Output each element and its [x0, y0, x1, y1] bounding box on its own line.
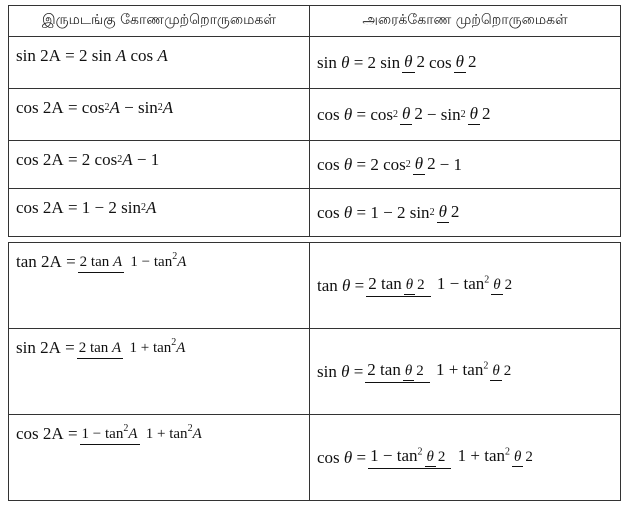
equals: = [65, 46, 75, 65]
coef: 2 [108, 198, 117, 217]
exponent: 2 [172, 251, 178, 262]
header-half-angle: அரைக்கோண முற்றொருமைகள் [310, 6, 621, 37]
one-minus: 1 − [370, 445, 393, 465]
one: 1 [81, 198, 91, 217]
identities-table-basic [8, 5, 621, 237]
func-tan: tan [463, 273, 485, 293]
func-sin: sin [16, 46, 36, 65]
arg-2a: 2A [42, 98, 64, 117]
exponent: 2 [483, 359, 489, 371]
var-theta: θ [343, 447, 353, 467]
arg-2a: 2A [41, 252, 62, 272]
table-row [9, 415, 621, 501]
exponent: 2 [417, 445, 423, 457]
var-a: A [128, 426, 138, 442]
minus: − [124, 98, 134, 117]
header-double-angle: இருமடங்கு கோணமுற்றொருமைகள் [9, 6, 310, 37]
var-theta: θ [343, 104, 353, 124]
var-a: A [192, 426, 202, 442]
var-a: A [112, 340, 122, 356]
func-cos: cos [383, 154, 406, 174]
identity-sin-double-tan [9, 329, 310, 415]
func-cos: cos [81, 98, 105, 117]
equals: = [67, 150, 78, 169]
table-row [9, 189, 621, 237]
fraction-tan-double [78, 252, 189, 273]
identity-sin-half [310, 37, 621, 89]
fraction-theta-half: θ 2 [490, 361, 513, 382]
func-cos: cos [16, 98, 39, 117]
fraction-theta-half: θ 2 [402, 104, 423, 124]
one-plus: 1 + [145, 426, 166, 442]
equals: = [353, 361, 364, 381]
fraction-theta-half: θ 2 [512, 447, 535, 468]
fraction-sin-double-tan [77, 338, 188, 359]
func-tan: tan [317, 275, 338, 295]
func-cos: cos [317, 154, 340, 174]
minus: − [94, 198, 105, 217]
func-cos: cos [16, 198, 39, 217]
arg-2a: 2A [40, 338, 61, 358]
table-row [9, 37, 621, 89]
identity-cos-half-2: cos θ = 2 cos 2 θ 2 − 1 [310, 141, 621, 189]
func-tan: tan [484, 445, 505, 465]
exponent: 2 [505, 445, 510, 457]
func-cos: cos [16, 424, 39, 444]
var-theta: θ [342, 275, 351, 295]
identity-cos-half-tan [310, 415, 621, 501]
func-tan: tan [462, 359, 484, 379]
func-cos: cos [94, 150, 118, 169]
one-plus: 1 + [435, 359, 459, 379]
func-sin: sin [91, 46, 112, 65]
two-tan: 2 tan [367, 359, 401, 379]
var-theta: θ [343, 154, 353, 174]
fraction-theta-half: θ 2 [455, 52, 477, 72]
var-a: A [115, 46, 127, 65]
equals: = [354, 275, 365, 295]
one: 1 [370, 202, 379, 222]
minus: − [426, 104, 437, 124]
one-minus: 1 − [436, 273, 460, 293]
equals: = [67, 98, 78, 117]
fraction-tan-half [366, 274, 518, 298]
identity-cos-half-3: cos θ = 1 − 2 sin 2 θ 2 [310, 189, 621, 237]
one-plus: 1 + [129, 340, 150, 356]
exponent: 2 [187, 423, 193, 434]
fraction-theta-half: θ 2 [425, 447, 448, 468]
equals: = [356, 202, 367, 222]
fraction-cos-double-tan [80, 424, 204, 445]
arg-2a: 2A [42, 424, 64, 444]
var-a: A [176, 340, 186, 356]
var-a: A [145, 198, 157, 217]
table-row [9, 141, 621, 189]
two-tan: 2 tan [368, 273, 402, 293]
minus: − [136, 150, 147, 169]
func-sin: sin [317, 361, 337, 381]
equals: = [353, 52, 364, 72]
table-row [9, 329, 621, 415]
identity-sin-double [9, 37, 310, 89]
equals: = [356, 104, 367, 124]
equals: = [356, 154, 367, 174]
coef: 2 [367, 52, 377, 72]
coef: 2 [396, 202, 406, 222]
exponent: 2 [123, 423, 129, 434]
var-a: A [112, 254, 123, 270]
coef: 2 [78, 46, 88, 65]
fraction-cos-half-tan [368, 446, 539, 470]
equals: = [356, 447, 367, 467]
equals: = [67, 198, 78, 217]
func-cos: cos [16, 150, 39, 169]
table-row [9, 89, 621, 141]
two-tan: 2 tan [79, 254, 110, 270]
table-header-row [9, 6, 621, 37]
var-theta: θ [341, 52, 350, 72]
var-a: A [177, 254, 187, 270]
func-cos: cos [317, 202, 340, 222]
exponent: 2 [484, 273, 490, 285]
fraction-theta-half: θ 2 [438, 202, 460, 222]
var-a: A [157, 46, 168, 65]
func-cos: cos [317, 447, 340, 467]
func-sin: sin [440, 104, 461, 124]
func-sin: sin [121, 198, 141, 217]
var-a: A [109, 98, 120, 117]
identity-tan-half [310, 243, 621, 329]
coef: 2 [370, 154, 379, 174]
equals: = [66, 252, 76, 272]
fraction-theta-half: θ 2 [404, 275, 427, 296]
identity-tan-double [9, 243, 310, 329]
func-tan: tan [169, 426, 188, 442]
minus: − [383, 202, 393, 222]
func-tan: tan [396, 445, 418, 465]
arg-2a: 2A [42, 150, 64, 169]
func-tan: tan [105, 426, 124, 442]
identity-cos-double-tan [9, 415, 310, 501]
identity-cos-double-2: cos 2A = 2 cos 2 A − 1 [9, 141, 310, 189]
one: 1 [453, 154, 462, 174]
func-cos: cos [429, 52, 452, 72]
func-cos: cos [370, 104, 394, 124]
func-tan: tan [16, 252, 37, 272]
fraction-theta-half: θ 2 [491, 275, 514, 296]
identities-table-tangent [8, 242, 621, 501]
equals: = [67, 424, 78, 444]
fraction-theta-half: θ 2 [403, 361, 426, 382]
arg-2a: 2A [42, 198, 64, 217]
func-tan: tan [153, 254, 173, 270]
func-sin: sin [137, 98, 158, 117]
fraction-sin-half-tan [365, 360, 517, 384]
func-sin: sin [409, 202, 430, 222]
func-sin: sin [317, 52, 337, 72]
identity-cos-double-1: cos 2A = cos 2 A − sin 2 A [9, 89, 310, 141]
two-tan: 2 tan [78, 340, 109, 356]
var-theta: θ [343, 202, 353, 222]
exponent: 2 [171, 337, 177, 348]
identity-sin-half-tan [310, 329, 621, 415]
identity-cos-double-3: cos 2A = 1 − 2 sin 2 A [9, 189, 310, 237]
var-theta: θ [341, 361, 350, 381]
func-sin: sin [16, 338, 36, 358]
one-minus: 1 − [130, 254, 151, 270]
arg-2a: 2A [40, 46, 61, 65]
fraction-theta-half: θ 2 [469, 104, 491, 124]
func-tan: tan [152, 340, 172, 356]
coef: 2 [81, 150, 91, 169]
identity-cos-half-1: cos θ = cos 2 θ 2 − sin 2 θ 2 [310, 89, 621, 141]
func-sin: sin [380, 52, 401, 72]
one: 1 [150, 150, 160, 169]
var-a: A [162, 98, 174, 117]
table-row [9, 243, 621, 329]
one-minus: 1 − [81, 426, 102, 442]
one-plus: 1 + [457, 445, 480, 465]
func-cos: cos [317, 104, 340, 124]
equals: = [65, 338, 75, 358]
fraction-theta-half: θ 2 [404, 52, 425, 72]
minus: − [439, 154, 450, 174]
func-cos: cos [130, 46, 154, 65]
var-a: A [122, 150, 133, 169]
fraction-theta-half: θ 2 [414, 154, 436, 174]
